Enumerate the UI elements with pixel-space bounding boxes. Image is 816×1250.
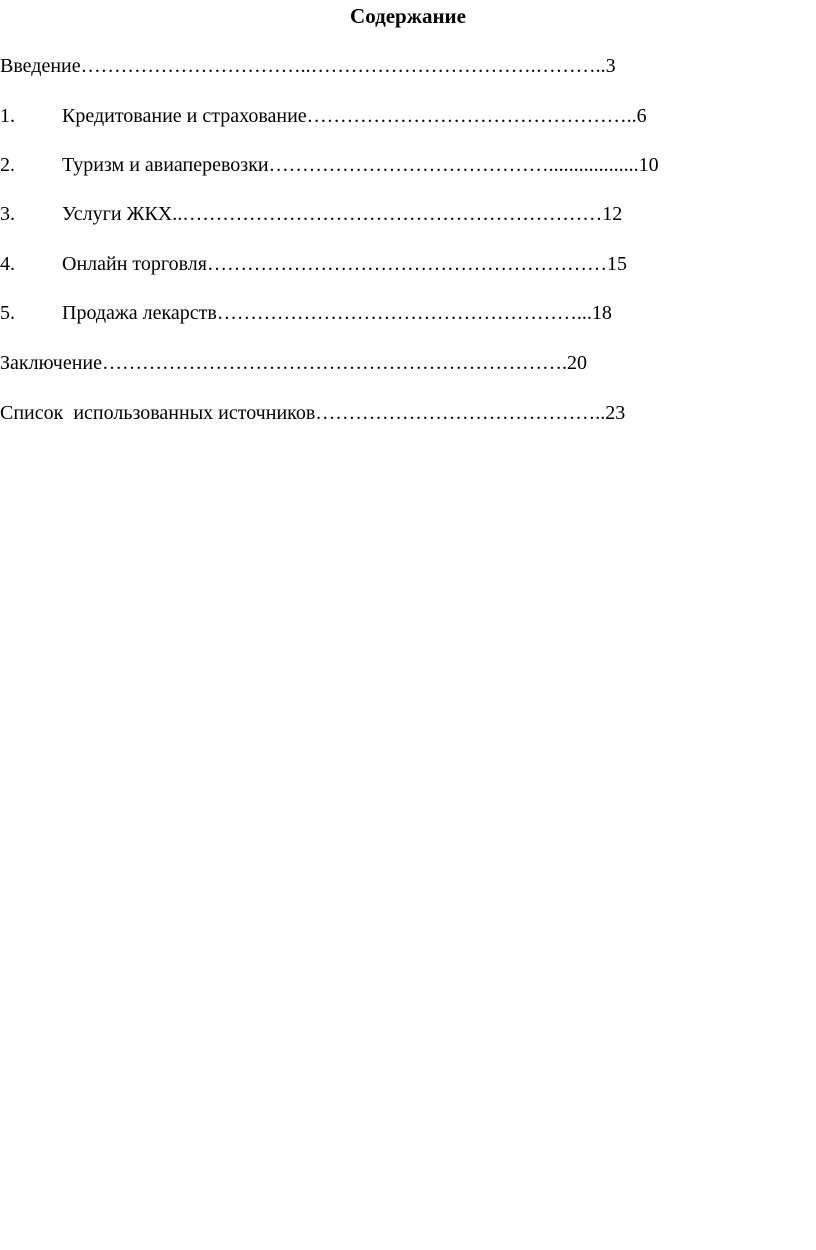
toc-entry-references bbox=[0, 399, 625, 427]
toc-entry-page: 6 bbox=[636, 105, 647, 127]
toc-entry-2 bbox=[0, 151, 659, 179]
toc-entry-page: 18 bbox=[591, 302, 612, 324]
toc-entry-leader: ..……………………………………………………… bbox=[172, 203, 603, 225]
toc-entry-4 bbox=[0, 250, 627, 278]
toc-entry-number: 3. bbox=[0, 203, 15, 225]
toc-entry-number: 2. bbox=[0, 154, 15, 176]
toc-entry-page: 10 bbox=[638, 154, 659, 176]
toc-entry-text: Услуги ЖКХ bbox=[62, 203, 173, 225]
toc-entry-page: 12 bbox=[602, 203, 623, 225]
toc-entry-1 bbox=[0, 102, 647, 130]
toc-entry-text: Заключение bbox=[0, 352, 102, 374]
toc-entry-leader: ………………………………………….. bbox=[306, 105, 637, 127]
toc-entry-3 bbox=[0, 200, 622, 228]
toc-entry-leader: …………………………………….. bbox=[315, 402, 606, 424]
toc-entry-leader: …………………………………….................. bbox=[268, 154, 639, 176]
toc-entry-number: 1. bbox=[0, 105, 15, 127]
toc-entry-text: Введение bbox=[0, 55, 81, 77]
toc-entry-number: 4. bbox=[0, 253, 15, 275]
toc-entry-text: Онлайн торговля bbox=[62, 253, 207, 275]
toc-entry-page: 20 bbox=[567, 352, 587, 374]
toc-entry-page: 15 bbox=[606, 253, 627, 275]
toc-entry-introduction bbox=[0, 52, 616, 80]
toc-entry-text: Продажа лекарств bbox=[62, 302, 217, 324]
toc-entry-page: 3 bbox=[605, 55, 616, 77]
toc-entry-leader: ………………………………………………... bbox=[216, 302, 592, 324]
toc-entry-5 bbox=[0, 299, 612, 327]
toc-entry-page: 23 bbox=[605, 402, 626, 424]
toc-entry-conclusion bbox=[0, 349, 587, 377]
toc-entry-leader: ……………………………..…………………………….……….. bbox=[80, 55, 606, 77]
toc-title: Содержание bbox=[350, 4, 466, 28]
toc-entry-text: Кредитование и страхование bbox=[62, 105, 307, 127]
toc-entry-leader: …………………………………………………… bbox=[206, 253, 607, 275]
toc-entry-number: 5. bbox=[0, 302, 15, 324]
toc-entry-text: Список использованных источников bbox=[0, 402, 316, 424]
toc-entry-leader: ……………………………………………………………. bbox=[102, 352, 567, 374]
toc-entry-text: Туризм и авиаперевозки bbox=[62, 154, 269, 176]
